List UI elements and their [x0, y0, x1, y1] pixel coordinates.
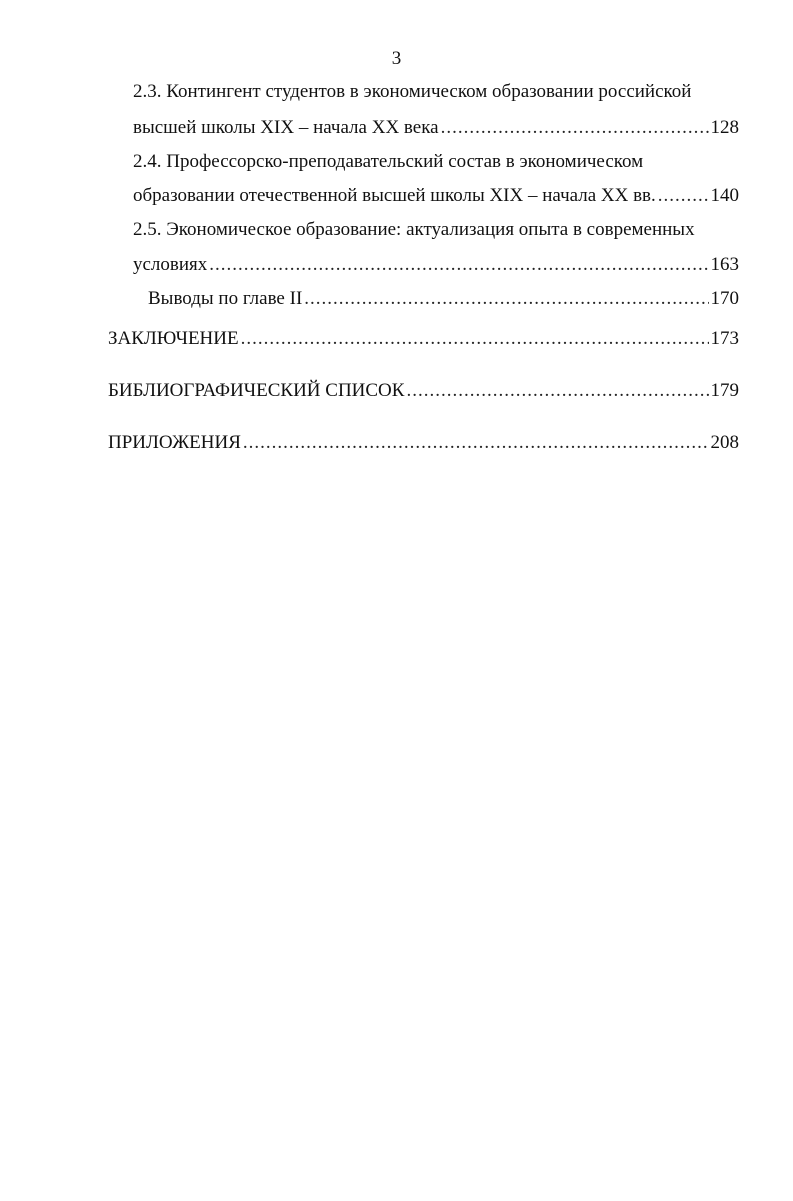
toc-entry-2-5[interactable]: [133, 253, 739, 277]
leader-dots: [658, 184, 709, 208]
toc-entry-2-3[interactable]: [133, 116, 739, 140]
toc-entry-conclusion[interactable]: [108, 327, 739, 351]
leader-dots: [441, 116, 709, 140]
toc-entry-chapter-2-conclusions-page: 170: [710, 288, 739, 309]
toc-entry-2-5-line2: условиях: [133, 254, 208, 275]
leader-dots: [243, 431, 709, 455]
toc-entry-2-4-line1: 2.4. Профессорско-преподавательский состав в экономическом: [133, 151, 644, 172]
toc-entry-2-5-line1: 2.5. Экономическое образование: актуализация опыта в современных: [133, 219, 695, 240]
toc-entry-2-4[interactable]: [133, 184, 739, 208]
page-number: 3: [391, 48, 402, 69]
toc-entry-appendices-page: 208: [710, 432, 739, 453]
toc-entry-appendices[interactable]: [108, 431, 739, 455]
toc-entry-conclusion-page: 173: [710, 328, 739, 349]
toc-entry-conclusion-label: ЗАКЛЮЧЕНИЕ: [108, 328, 239, 349]
leader-dots: [241, 327, 709, 351]
toc-entry-bibliography-page: 179: [710, 380, 739, 401]
toc-entry-appendices-label: ПРИЛОЖЕНИЯ: [108, 432, 241, 453]
toc-entry-2-3-line1: 2.3. Контингент студентов в экономическом образовании российской: [133, 81, 692, 102]
toc-entry-chapter-2-conclusions-label: Выводы по главе II: [148, 288, 303, 309]
toc-entry-2-5-page: 163: [710, 254, 739, 275]
toc-entry-2-3-page: 128: [710, 117, 739, 138]
leader-dots: [304, 287, 708, 311]
leader-dots: [209, 253, 708, 277]
toc-entry-2-3-line2: высшей школы XIX – начала XX века: [133, 117, 439, 138]
toc-entry-2-4-page: 140: [710, 185, 739, 206]
leader-dots: [406, 379, 708, 403]
toc-entry-chapter-2-conclusions[interactable]: [148, 287, 739, 311]
toc-entry-bibliography[interactable]: [108, 379, 739, 403]
toc-entry-bibliography-label: БИБЛИОГРАФИЧЕСКИЙ СПИСОК: [108, 380, 405, 401]
toc-entry-2-4-line2: образовании отечественной высшей школы XIX – начала XX вв.: [133, 185, 656, 206]
